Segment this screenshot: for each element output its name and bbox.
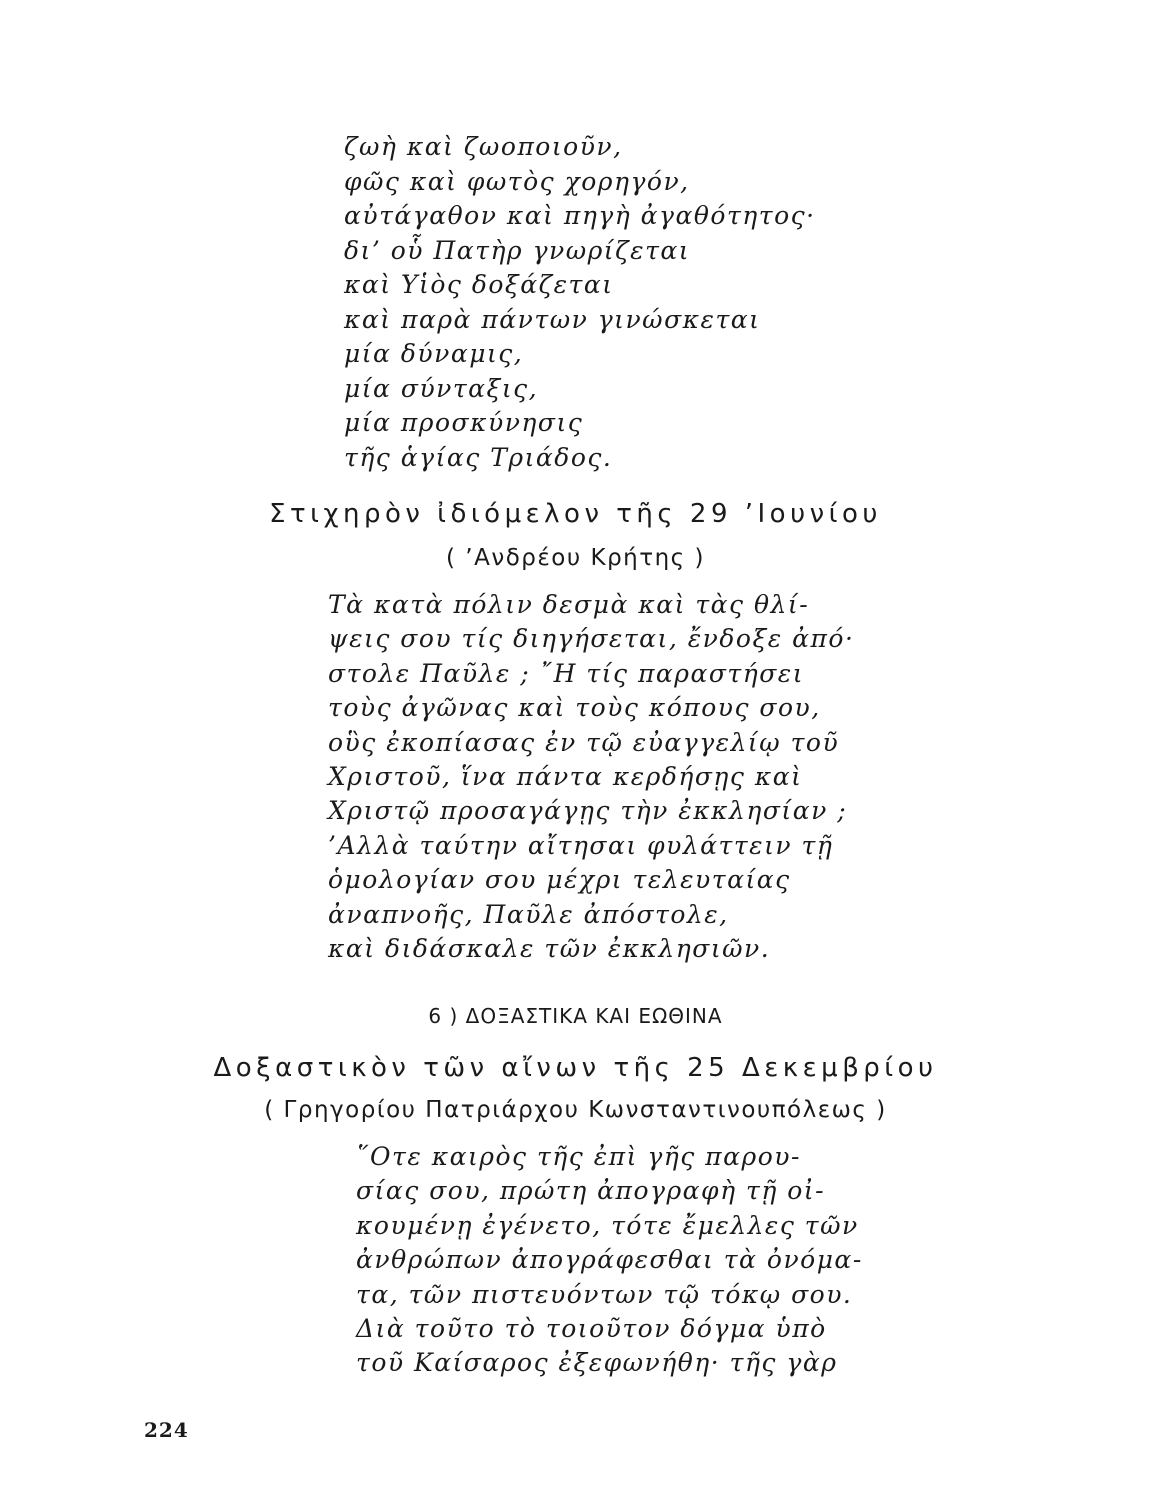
poem-line: μία δύναμις, (344, 339, 524, 368)
hymn-line: κουμένῃ ἐγένετο, τότε ἔμελλες τῶν (356, 1210, 859, 1240)
poem-line: ζωὴ καὶ ζωοποιοῦν, (344, 132, 623, 161)
poem-line: μία σύνταξις, (344, 373, 539, 403)
hymn-line: σίας σου, πρώτη ἀπογραφὴ τῇ οἰ- (356, 1176, 826, 1206)
poem-top (344, 130, 816, 475)
hymn-line: Χριστῷ προσαγάγῃς τὴν ἐκκλησίαν ; (328, 796, 848, 826)
hymn-line: ἀναπνοῆς, Παῦλε ἀπόστολε, (328, 899, 729, 929)
hymn-line: ψεις σου τίς διηγήσεται, ἔνδοξε ἀπό· (328, 624, 855, 654)
hymn-line: ’Αλλὰ ταύτην αἴτησαι φυλάττειν τῇ (328, 830, 834, 860)
hymn-line: ὁμολογίαν σου μέχρι τελευταίας (328, 865, 791, 895)
hymn-line: στολε Παῦλε ; ῎Η τίς παραστήσει (328, 658, 804, 688)
poem-line: καὶ Υἱὸς δοξάζεται (344, 270, 614, 299)
heading-stichiron: Στιχηρὸν ἰδιόμελον τῆς 29 ’Ιουνίου (269, 499, 882, 529)
page-number: 224 (144, 1418, 189, 1442)
hymn-line: τοὺς ἀγῶνας καὶ τοὺς κόπους σου, (328, 693, 821, 723)
poem-line: καὶ παρὰ πάντων γινώσκεται (344, 304, 761, 334)
hymn-line: Χριστοῦ, ἵνα πάντα κερδήσῃς καὶ (328, 761, 803, 791)
hymn-line: τα, τῶν πιστευόντων τῷ τόκῳ σου. (356, 1279, 853, 1309)
poem-line: δι’ οὗ Πατὴρ γνωρίζεται (344, 235, 691, 265)
subheading-author-andrew: ( ’Ανδρέου Κρήτης ) (446, 545, 705, 571)
hymn-stichiron (328, 588, 854, 966)
hymn-line: ἀνθρώπων ἀπογράφεσθαι τὰ ὀνόμα- (356, 1245, 863, 1275)
hymn-line: οὓς ἐκοπίασας ἐν τῷ εὐαγγελίῳ τοῦ (328, 727, 840, 757)
section-heading: 6 ) ΔΟΞΑΣΤΙΚΑ ΚΑΙ ΕΩΘΙΝΑ (428, 1004, 723, 1028)
hymn-doxastikon (356, 1140, 863, 1381)
hymn-line: τοῦ Καίσαρος ἐξεφωνήθη· τῆς γὰρ (356, 1348, 838, 1378)
poem-line: μία προσκύνησις (344, 408, 584, 437)
hymn-line: Τὰ κατὰ πόλιν δεσμὰ καὶ τὰς θλί- (328, 590, 810, 619)
poem-line: αὐτάγαθον καὶ πηγὴ ἀγαθότητος· (344, 201, 816, 230)
heading-doxastikon: Δοξαστικὸν τῶν αἴνων τῆς 25 Δεκεμβρίου (213, 1053, 938, 1083)
hymn-line: καὶ διδάσκαλε τῶν ἐκκλησιῶν. (328, 933, 771, 963)
hymn-line: ῞Οτε καιρὸς τῆς ἐπὶ γῆς παρου- (356, 1142, 801, 1171)
subheading-author-gregory: ( Γρηγορίου Πατριάρχου Κωνσταντινουπόλεως ) (264, 1097, 887, 1123)
hymn-line: Διὰ τοῦτο τὸ τοιοῦτον δόγμα ὑπὸ (356, 1313, 827, 1343)
poem-line: τῆς ἁγίας Τριάδος. (344, 442, 613, 472)
poem-line: φῶς καὶ φωτὸς χορηγόν, (344, 166, 690, 196)
